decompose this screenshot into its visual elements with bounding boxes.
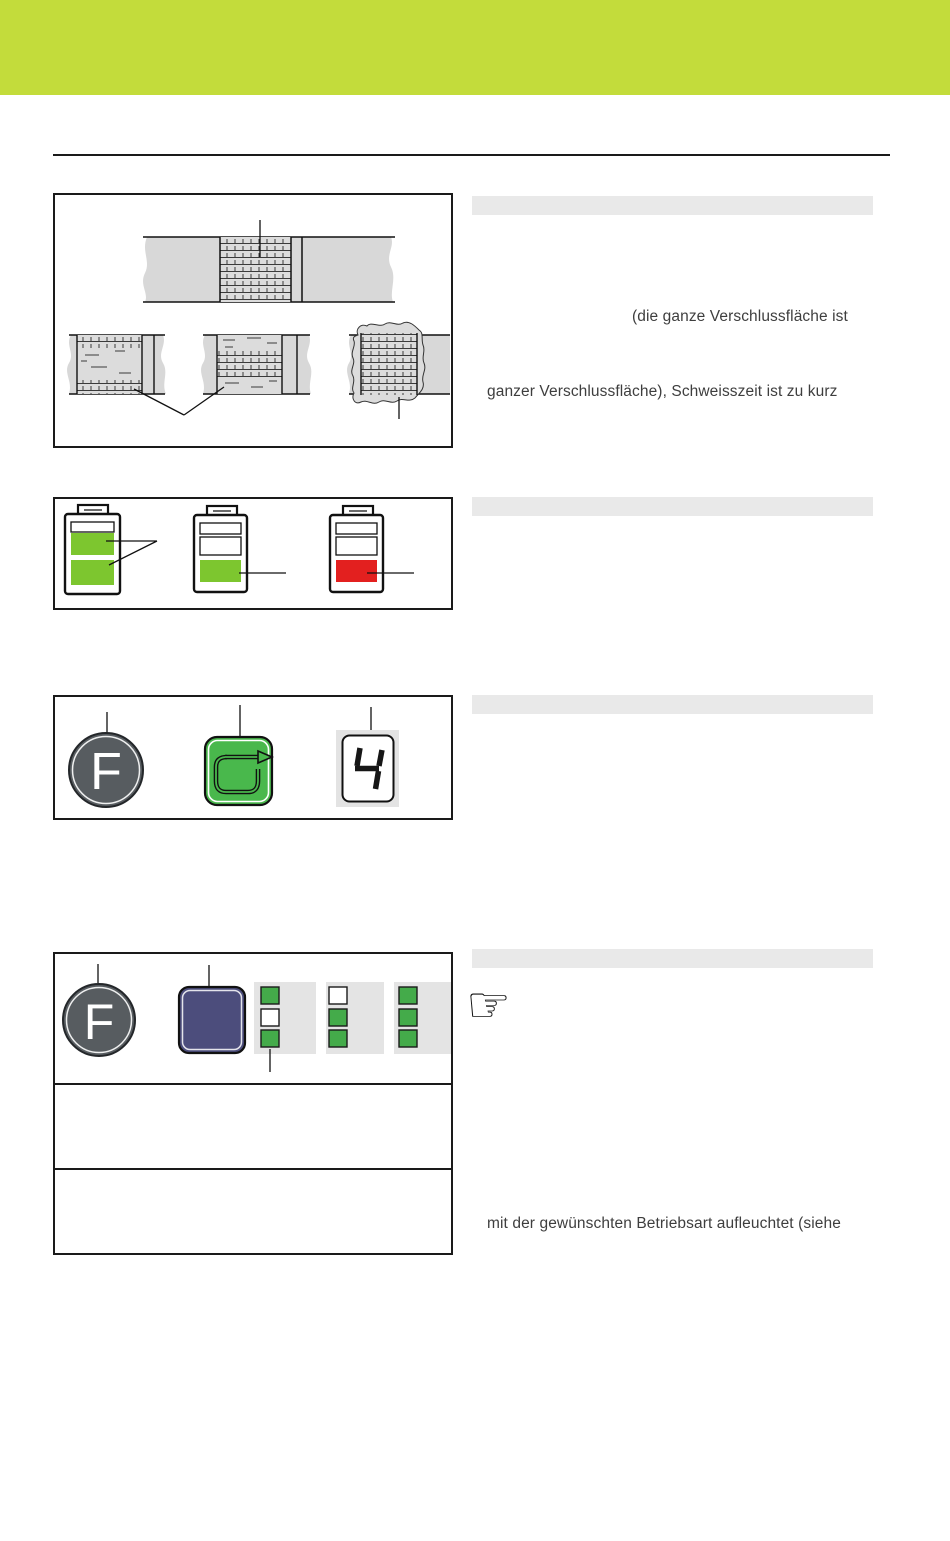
mode-selection-diagram — [55, 954, 451, 1081]
pointer-lines — [98, 964, 209, 986]
weld-quality-figure-box — [53, 193, 453, 448]
function-button-icon — [69, 733, 143, 807]
weld-quality-diagram — [55, 195, 451, 446]
section-heading-bar-2 — [472, 497, 873, 516]
pointer-lines — [107, 705, 371, 739]
led-group-2 — [326, 982, 384, 1054]
page-header-band — [0, 0, 950, 95]
battery-indicator-figure-box — [53, 497, 453, 610]
function-button-icon — [63, 984, 135, 1056]
text-fragment-1: (die ganze Verschlussfläche ist — [632, 308, 848, 325]
section-heading-bar-1 — [472, 196, 873, 215]
diagram-correct-weld — [143, 220, 395, 302]
section-heading-bar-4 — [472, 949, 873, 968]
text-fragment-3: mit der gewünschten Betriebsart aufleuchtet (siehe — [487, 1215, 841, 1232]
manicule-icon: ☞ — [466, 976, 511, 1034]
f-button-label: F — [83, 994, 115, 1050]
mode-button-icon — [179, 987, 245, 1053]
mode-table-row-2 — [55, 1083, 451, 1170]
diagram-weld-squeezed — [347, 322, 450, 419]
function-display-diagram — [55, 697, 451, 818]
function-display-figure-box — [53, 695, 453, 820]
battery-charged-icon — [65, 505, 120, 594]
battery-empty-icon — [330, 506, 383, 592]
battery-low-icon — [194, 506, 247, 592]
diagram-weld-edges-only — [67, 335, 166, 394]
led-group-1 — [254, 982, 316, 1054]
seven-segment-display-icon — [336, 730, 399, 807]
f-button-label: F — [90, 743, 122, 801]
led-group-3 — [394, 982, 451, 1054]
section-heading-bar-3 — [472, 695, 873, 714]
display-digit-value — [55, 818, 56, 819]
diagram-weld-partial — [201, 335, 311, 394]
text-fragment-2: ganzer Verschlussfläche), Schweisszeit ist zu kurz — [487, 383, 838, 400]
battery-indicator-diagram — [55, 499, 451, 608]
mode-selection-figure-box — [53, 952, 453, 1255]
header-rule — [53, 154, 890, 156]
strap-loop-button-icon — [205, 737, 272, 805]
mode-table-row-3 — [55, 1168, 451, 1255]
